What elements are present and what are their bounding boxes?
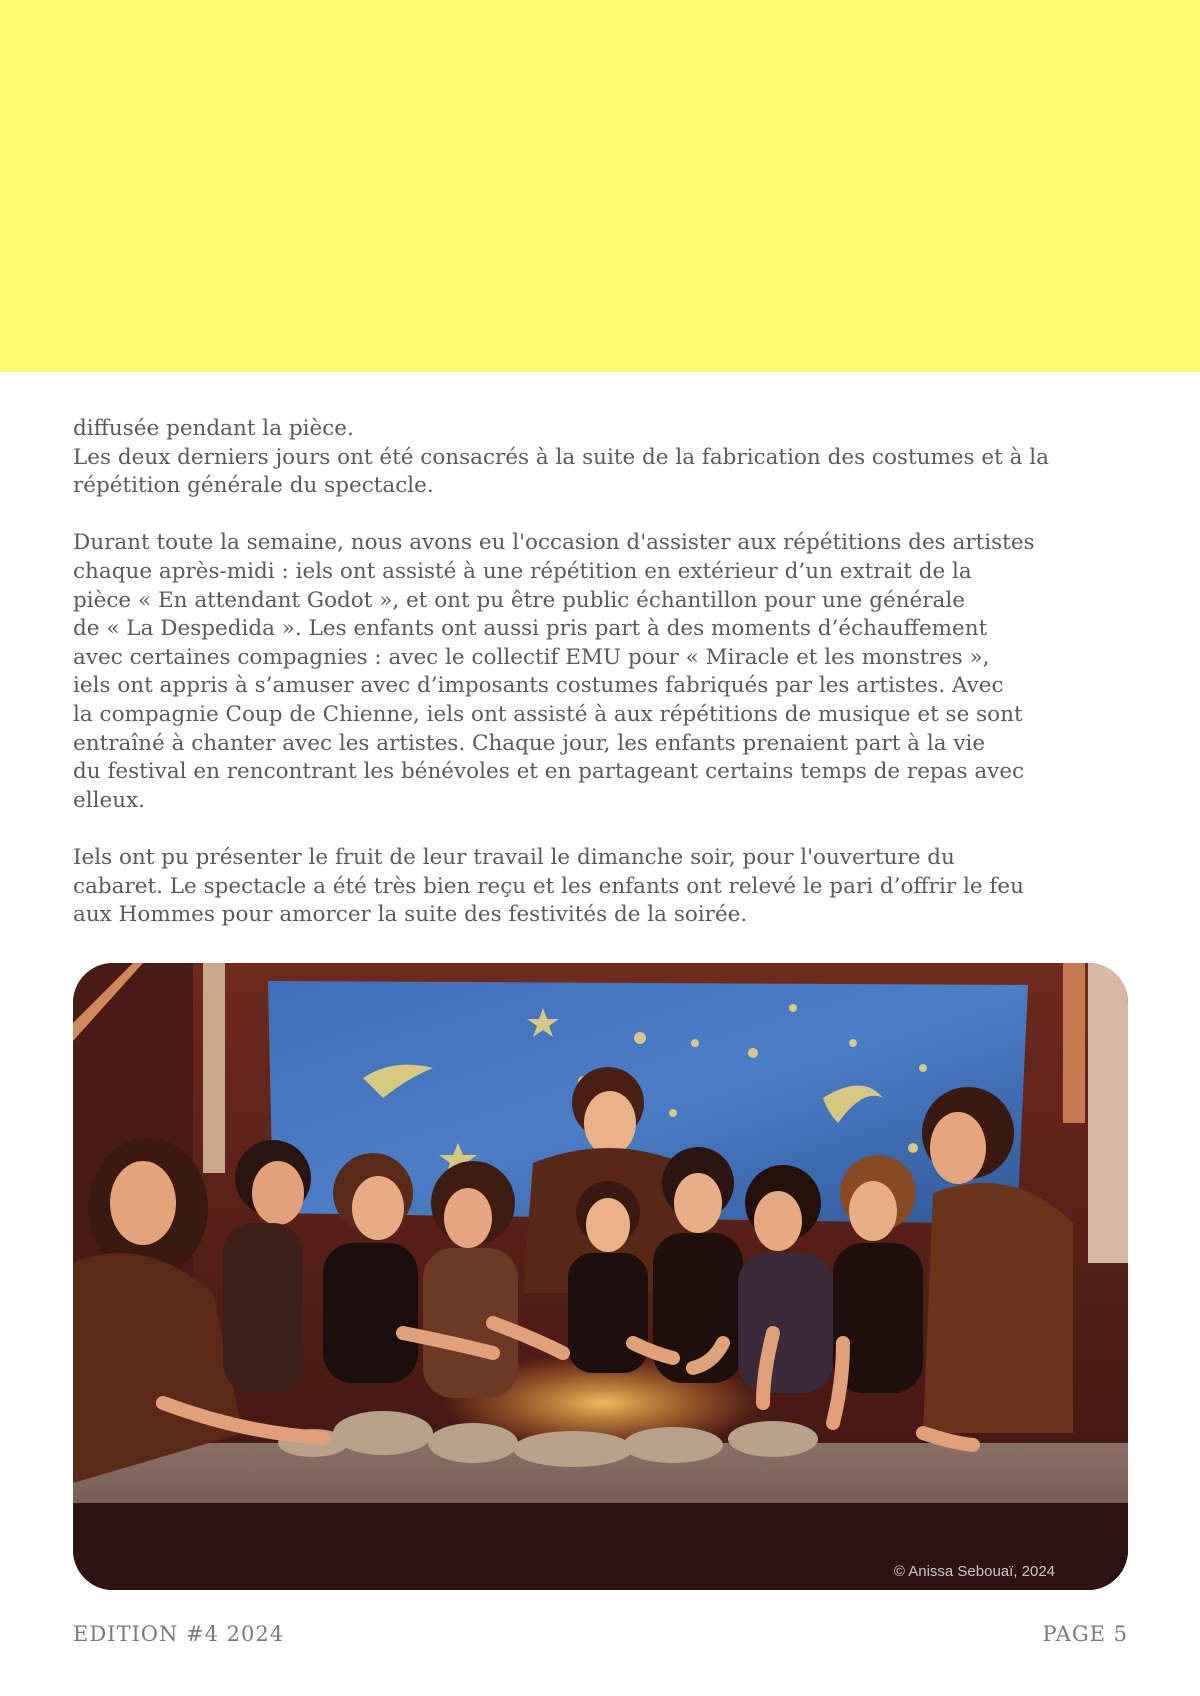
photo-credit: © Anissa Sebouaï, 2024	[893, 1563, 1055, 1580]
paragraph: diffusée pendant la pièce. Les deux derniers jours ont été consacrés à la suite de la fabrication des costumes et à la répétition générale du spectacle.	[73, 416, 1049, 499]
paragraph: Iels ont pu présenter le fruit de leur travail le dimanche soir, pour l'ouverture du cabaret. Le spectacle a été très bien reçu et les enfants ont relevé le pari d’offrir le feu aux Hommes pour amorcer la suite des festivités de la soirée.	[73, 844, 1024, 928]
edition-label: EDITION #4 2024	[73, 1622, 285, 1646]
performance-photo	[73, 963, 1128, 1590]
photo-illustration	[73, 963, 1128, 1590]
page-number: PAGE 5	[1042, 1622, 1128, 1646]
article-body	[73, 415, 1133, 958]
paragraph: Durant toute la semaine, nous avons eu l'occasion d'assister aux répétitions des artistes chaque après-midi : iels ont assisté à une répétition en extérieur d’un extrait de la pièce « En attendant Godot », et ont pu être public échantillon pour une générale de « La Despedida ». Les enfants ont aussi pris part à des moments d’échauffement avec certaines compagnies : avec le collectif EMU pour « Miracle et les monstres », iels ont appris à s’amuser avec d’imposants costumes fabriqués par les artistes. Avec la compagnie Coup de Chienne, iels ont assisté à aux répétitions de musique et se sont entraîné à chanter avec les artistes. Chaque jour, les enfants prenaient part à la vie du festival en rencontrant les bénévoles et en partageant certains temps de repas avec elleux.	[73, 530, 1035, 813]
top-color-band	[0, 0, 1200, 372]
